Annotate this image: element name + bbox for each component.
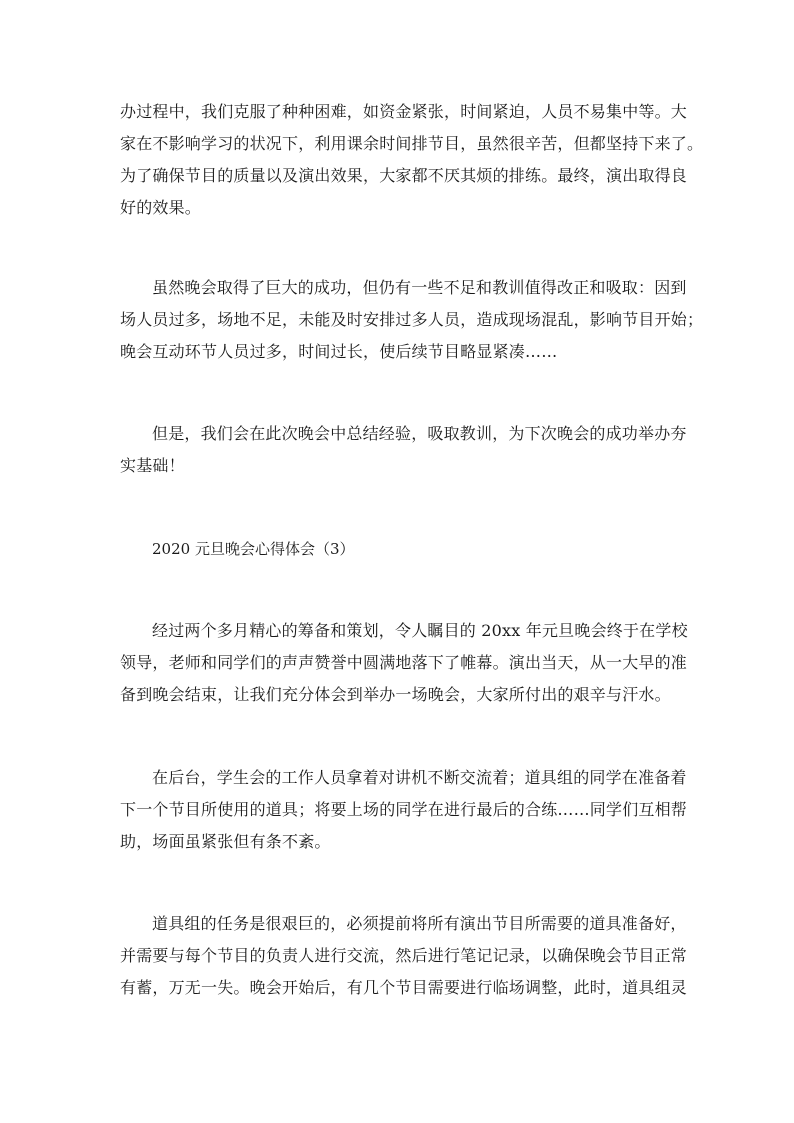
paragraph-3 xyxy=(120,418,700,482)
text-line: 有蓄，万无一失。晚会开始后，有几个节目需要进行临场调整，此时，道具组灵 xyxy=(120,978,688,997)
text-line: 经过两个多月精心的筹备和策划，令人瞩目的 20xx 年元旦晚会终于在学校 xyxy=(152,621,688,640)
text-line: 家在不影响学习的状况下，利用课余时间排节目，虽然很辛苦，但都坚持下来了。 xyxy=(120,134,704,153)
paragraph-2 xyxy=(120,272,704,368)
text-line: 道具组的任务是很艰巨的，必须提前将所有演出节目所需要的道具准备好， xyxy=(152,914,687,933)
text-line: 但是，我们会在此次晚会中总结经验，吸取教训，为下次晚会的成功举办夯 xyxy=(152,424,687,443)
text-line: 在后台，学生会的工作人员拿着对讲机不断交流着；道具组的同学在准备着 xyxy=(152,768,687,787)
paragraph-1 xyxy=(120,96,704,224)
text-line: 好的效果。 xyxy=(120,198,202,217)
text-line: 助，场面虽紧张但有条不紊。 xyxy=(120,832,331,851)
paragraph-6 xyxy=(120,908,700,1004)
text-line: 场人员过多，场地不足，未能及时安排过多人员，造成现场混乱，影响节目开始； xyxy=(120,310,704,329)
paragraph-4 xyxy=(120,615,700,711)
text-line: 实基础！ xyxy=(120,456,185,475)
text-line: 备到晚会结束，让我们充分体会到举办一场晚会，大家所付出的艰辛与汗水。 xyxy=(120,685,671,704)
text-line: 晚会互动环节人员过多，时间过长，使后续节目略显紧凑…… xyxy=(120,342,558,361)
text-line: 虽然晚会取得了巨大的成功，但仍有一些不足和教训值得改正和吸取：因到 xyxy=(152,278,687,297)
text-line: 办过程中，我们克服了种种困难，如资金紧张，时间紧迫，人员不易集中等。大 xyxy=(120,102,688,121)
paragraph-5 xyxy=(120,762,700,858)
text-line: 为了确保节目的质量以及演出效果，大家都不厌其烦的排练。最终，演出取得良 xyxy=(120,166,688,185)
text-line: 下一个节目所使用的道具；将要上场的同学在进行最后的合练……同学们互相帮 xyxy=(120,800,688,819)
section-heading: 2020 元旦晚会心得体会（3） xyxy=(152,540,355,558)
text-line: 并需要与每个节目的负责人进行交流，然后进行笔记记录，以确保晚会节目正常 xyxy=(120,946,688,965)
text-line: 领导，老师和同学们的声声赞誉中圆满地落下了帷幕。演出当天，从一大早的准 xyxy=(120,653,688,672)
